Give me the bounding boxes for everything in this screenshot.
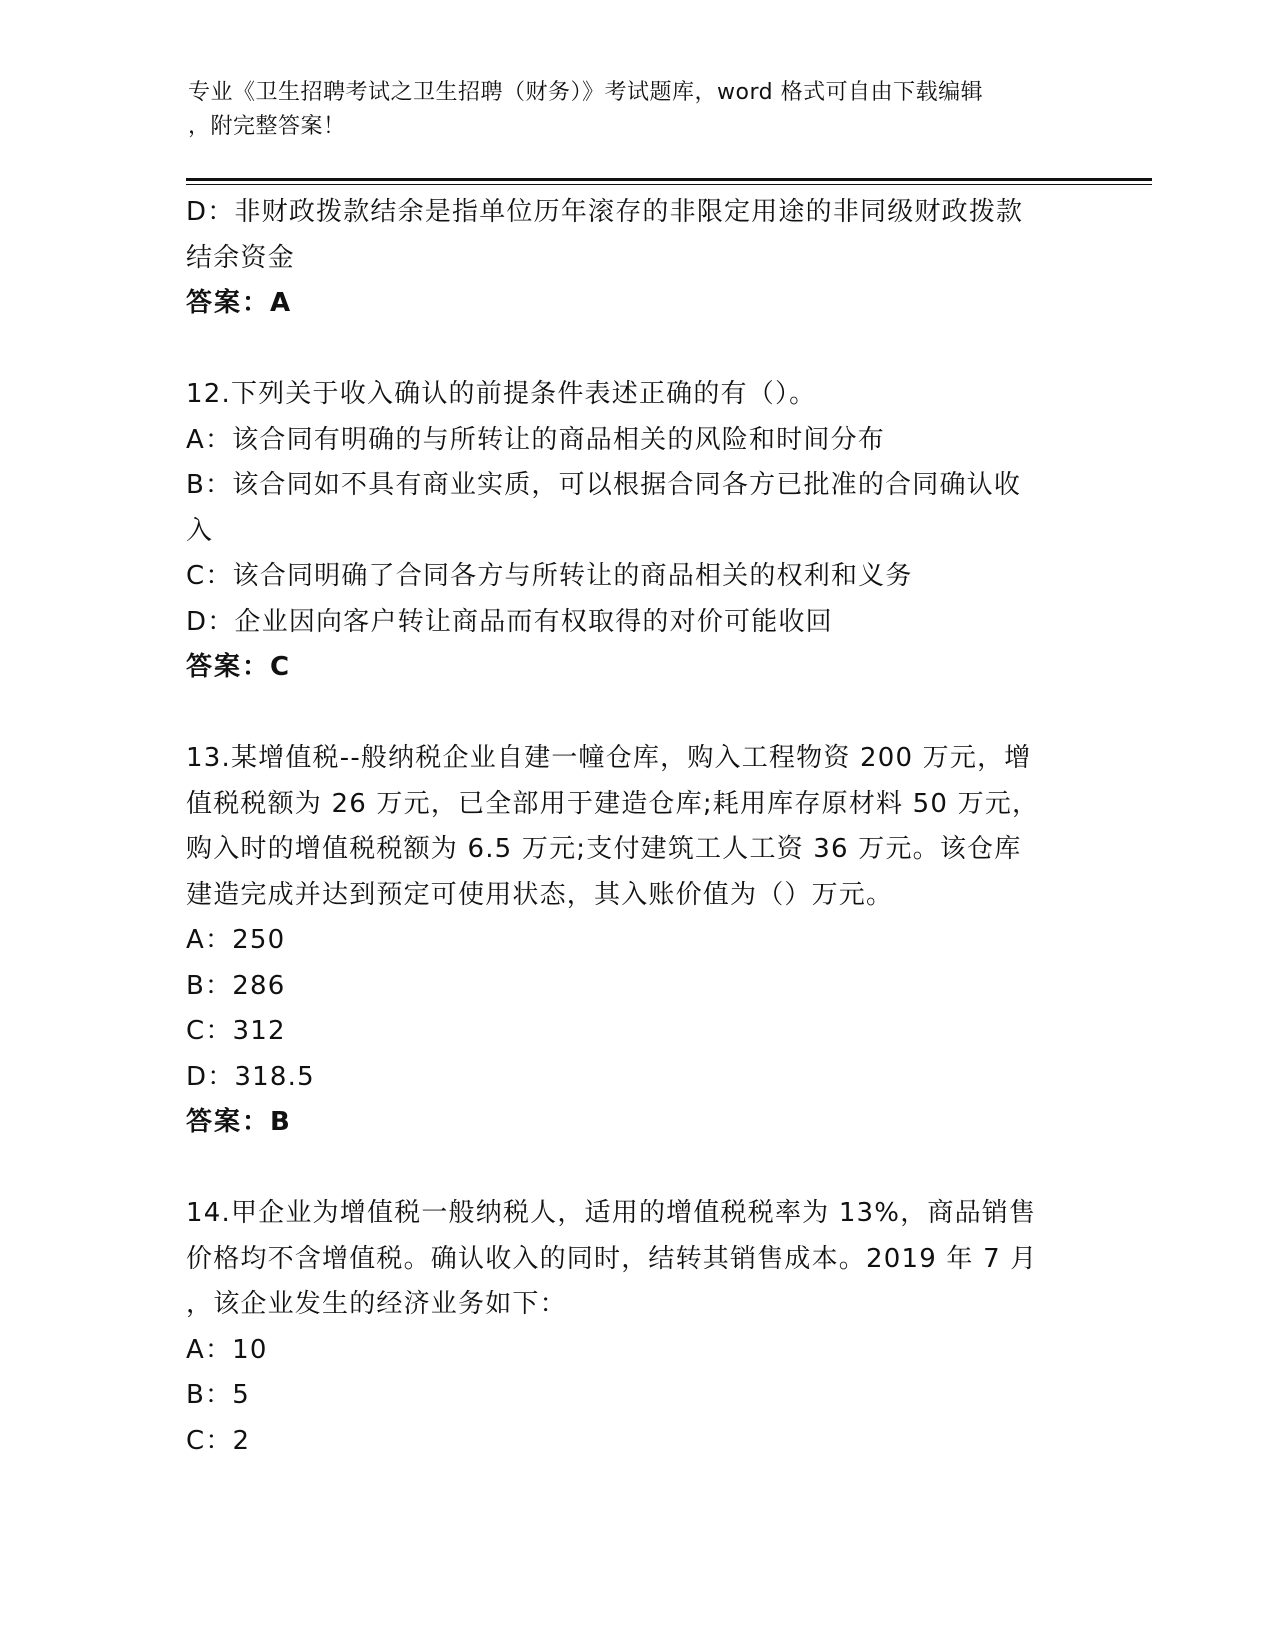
option-b-continued: 入 [186,515,214,546]
option-d: D：企业因向客户转让商品而有权取得的对价可能收回 [186,606,833,637]
question-stem: 13.某增值税--般纳税企业自建一幢仓库，购入工程物资 200 万元，增 [186,743,1032,773]
question-content [186,190,1076,1464]
option-a: A：250 [186,925,286,955]
question-stem-continued: ，该企业发生的经济业务如下： [186,1289,567,1319]
answer-line: 答案：A [186,288,293,318]
spacer [186,327,1076,373]
question-14 [186,1191,1076,1464]
document-header [188,76,1068,144]
header-divider-thick [186,178,1152,181]
answer-line: 答案：B [186,1107,292,1137]
answer-line: 答案：C [186,652,292,682]
option-c: C：该合同明确了合同各方与所转让的商品相关的权利和义务 [186,561,913,591]
question-13 [186,736,1076,1146]
question-stem-continued: 建造完成并达到预定可使用状态，其入账价值为（）万元。 [186,879,894,910]
option-c: C：312 [186,1016,286,1046]
option-a: A：10 [186,1334,268,1365]
header-divider-thin [186,184,1152,185]
option-c: C：2 [186,1425,251,1456]
question-11-tail [186,190,1076,327]
option-d: D：318.5 [186,1061,315,1092]
option-a: A：该合同有明确的与所转让的商品相关的风险和时间分布 [186,424,885,455]
header-line-1: 专业《卫生招聘考试之卫生招聘（财务）》考试题库，word 格式可自由下载编辑 [188,80,984,105]
question-stem: 12.下列关于收入确认的前提条件表述正确的有（）。 [186,379,817,409]
spacer [186,1146,1076,1192]
option-b: B：该合同如不具有商业实质，可以根据合同各方已批准的合同确认收 [186,470,1022,500]
question-stem: 14.甲企业为增值税一般纳税人，适用的增值税税率为 13%，商品销售 [186,1198,1037,1228]
question-stem-continued: 购入时的增值税税额为 6.5 万元;支付建筑工人工资 36 万元。该仓库 [186,834,1022,864]
option-b: B：5 [186,1380,250,1410]
spacer [186,691,1076,737]
question-12 [186,372,1076,691]
question-stem-continued: 价格均不含增值税。确认收入的同时，结转其销售成本。2019 年 7 月 [186,1243,1038,1274]
header-line-2: ，附完整答案！ [188,114,346,139]
option-b: B：286 [186,970,286,1001]
question-stem-continued: 值税税额为 26 万元，已全部用于建造仓库;耗用库存原材料 50 万元， [186,788,1040,819]
option-d-continued: 结余资金 [186,242,295,273]
option-d: D：非财政拨款结余是指单位历年滚存的非限定用途的非同级财政拨款 [186,197,1024,227]
